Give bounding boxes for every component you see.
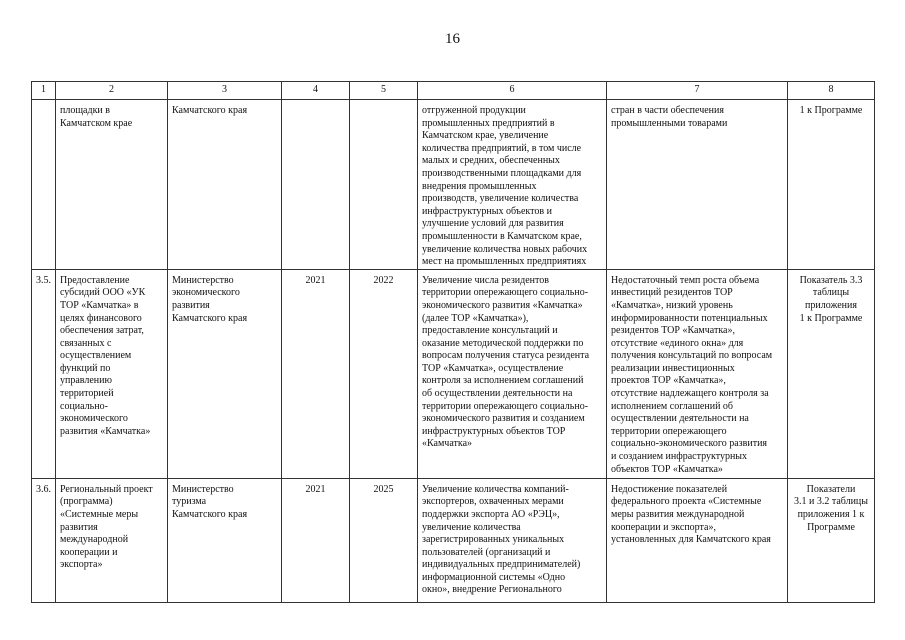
program-table	[31, 81, 875, 603]
indicator-link: Показатель 3.3 таблицы приложения 1 к Программе	[788, 269, 875, 478]
row-number: 3.5.	[32, 269, 56, 478]
column-number: 6	[418, 82, 607, 100]
end-year	[350, 100, 418, 270]
column-number: 8	[788, 82, 875, 100]
column-number-row	[32, 82, 875, 100]
indicator-link: Показатели 3.1 и 3.2 таблицы приложения 1 к Программе	[788, 478, 875, 602]
column-number: 1	[32, 82, 56, 100]
consequences: стран в части обеспечения промышленными товарами	[607, 100, 788, 270]
measure-name: площадки в Камчатском крае	[56, 100, 168, 270]
table-row	[32, 100, 875, 270]
measure-name: Предоставление субсидий ООО «УК ТОР «Камчатка» в целях финансового обеспечения затрат, связанных с осуществлением функций по управлению территорией социально- экономического развития «Камчатка»	[56, 269, 168, 478]
expected-result: отгруженной продукции промышленных предприятий в Камчатском крае, увеличение количества предприятий, в том числе малых и средних, обеспеченных производственными площадками для внедрения промышленных производств, увеличение количества инфраструктурных объектов и улучшение условий для развития промышленности в Камчатском крае, увеличение количества новых рабочих мест на промышленных предприятиях	[418, 100, 607, 270]
column-number: 2	[56, 82, 168, 100]
executor: Министерство экономического развития Камчатского края	[168, 269, 282, 478]
table-row	[32, 269, 875, 478]
consequences: Недостижение показателей федерального проекта «Системные меры развития международной кооперации и экспорта», установленных для Камчатского края	[607, 478, 788, 602]
start-year: 2021	[282, 269, 350, 478]
expected-result: Увеличение количества компаний- экспортеров, охваченных мерами поддержки экспорта АО «РЭЦ», увеличение количества зарегистрированных уникальных пользователей (организаций и индивидуальных предпринимателей) информационной системы «Одно окно», внедрение Регионального	[418, 478, 607, 602]
indicator-link: 1 к Программе	[788, 100, 875, 270]
row-number	[32, 100, 56, 270]
consequences: Недостаточный темп роста объема инвестиций резидентов ТОР «Камчатка», низкий уровень информированности потенциальных резидентов ТОР «Камчатка», отсутствие «единого окна» для получения консультаций по вопросам реализации инвестиционных проектов ТОР «Камчатка», отсутствие надлежащего контроля за исполнением соглашений об осуществлении деятельности на территории опережающего социально-экономического развития и созданием инфраструктурных объектов ТОР «Камчатка»	[607, 269, 788, 478]
column-number: 4	[282, 82, 350, 100]
column-number: 5	[350, 82, 418, 100]
end-year: 2025	[350, 478, 418, 602]
end-year: 2022	[350, 269, 418, 478]
executor: Министерство туризма Камчатского края	[168, 478, 282, 602]
column-number: 3	[168, 82, 282, 100]
executor: Камчатского края	[168, 100, 282, 270]
row-number: 3.6.	[32, 478, 56, 602]
start-year	[282, 100, 350, 270]
page-number: 16	[445, 31, 460, 47]
start-year: 2021	[282, 478, 350, 602]
expected-result: Увеличение числа резидентов территории опережающего социально- экономического развития «Камчатка» (далее ТОР «Камчатка»), предоставление консультаций и оказание методической поддержки по вопросам получения статуса резидента ТОР «Камчатка», осуществление контроля за исполнением соглашений об осуществлении деятельности на территории опережающего социально- экономического развития и созданием инфраструктурных объектов ТОР «Камчатка»	[418, 269, 607, 478]
column-number: 7	[607, 82, 788, 100]
measure-name: Региональный проект (программа) «Системные меры развития международной кооперации и экспорта»	[56, 478, 168, 602]
table-row	[32, 478, 875, 602]
